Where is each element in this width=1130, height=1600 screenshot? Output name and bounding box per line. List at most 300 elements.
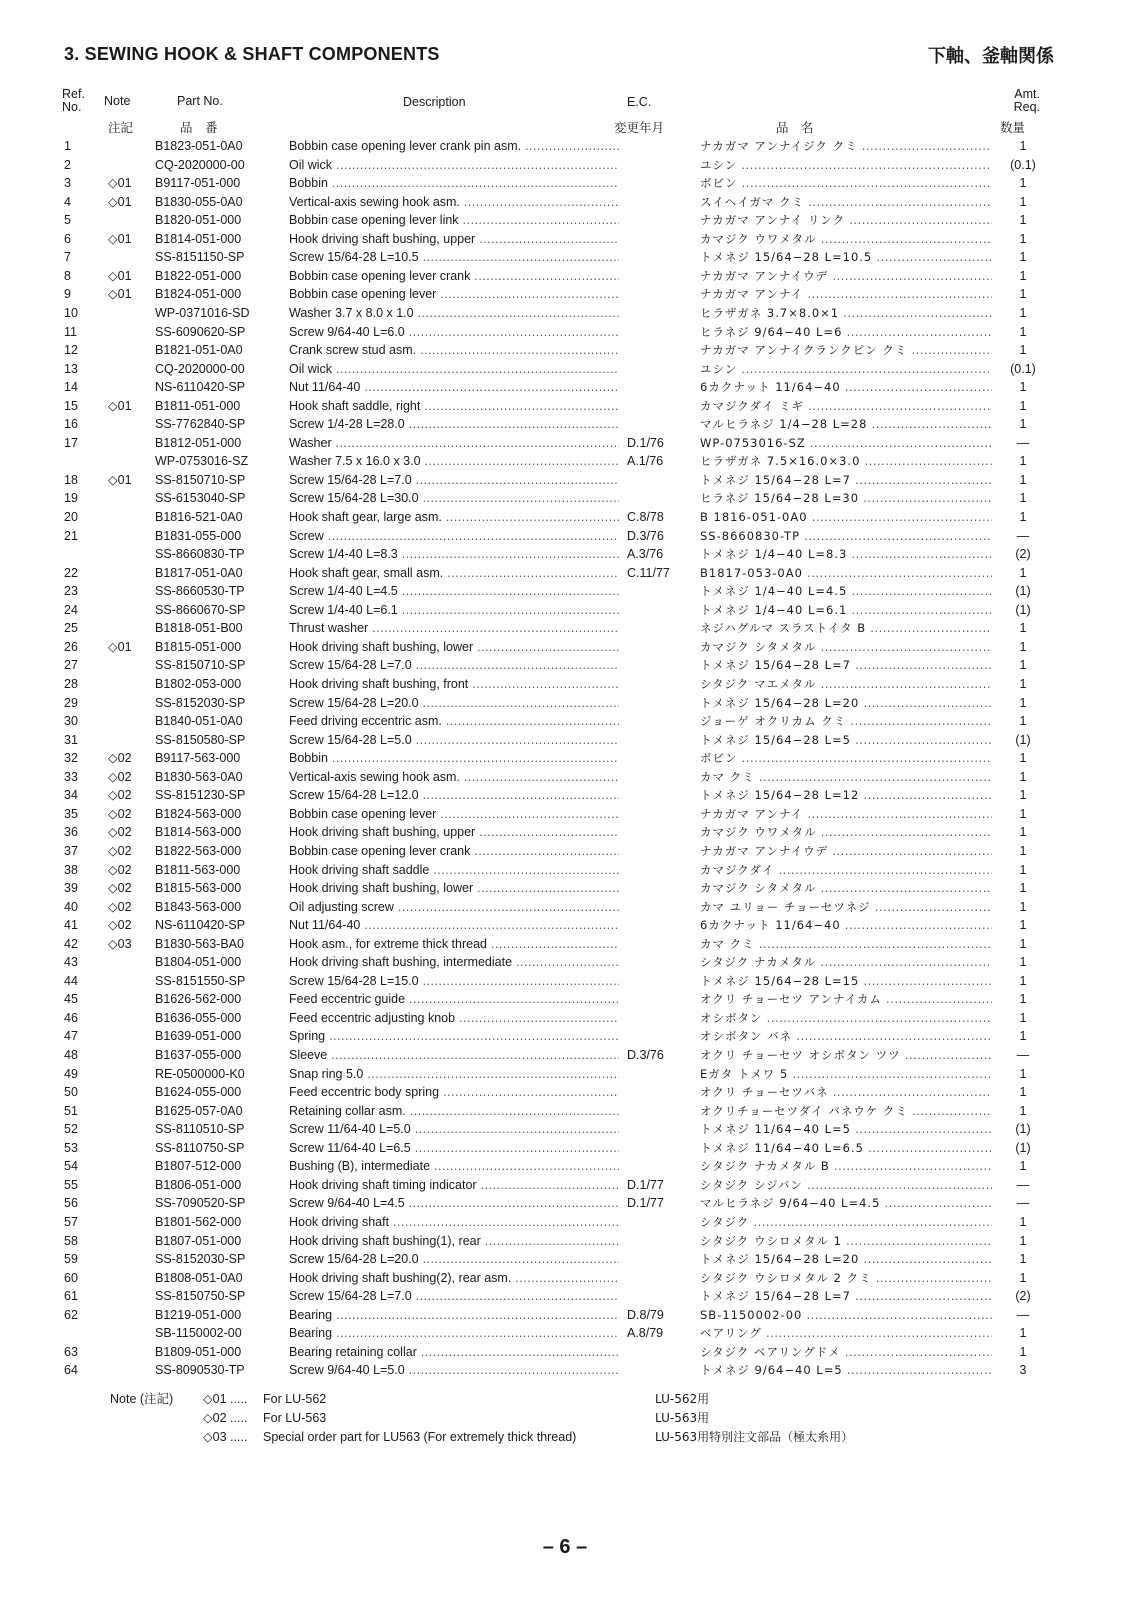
footnote-code-3: ◇03 ..... <box>203 1430 248 1444</box>
description-cell: Hook driving shaft bushing(1), rear ..... <box>289 1232 619 1251</box>
ref-cell: 16 <box>64 417 78 432</box>
ref-cell: 17 <box>64 435 78 450</box>
table-row <box>0 1176 1130 1195</box>
col-header-ec: E.C. <box>627 95 652 109</box>
jp-name-cell: カマ クミ ..... <box>700 768 992 787</box>
description-cell: Screw 15/64-28 L=20.0 ..... <box>289 694 619 713</box>
table-row <box>0 1194 1130 1213</box>
amount-cell: 1 <box>1019 324 1027 339</box>
jp-name-cell: カマジクダイ ..... <box>700 861 992 880</box>
amount-cell: — <box>1016 1196 1030 1211</box>
jp-name-cell: 6カクナット 11/64−40 ..... <box>700 378 992 397</box>
description-cell: Bobbin case opening lever link ..... <box>289 211 619 230</box>
note-cell: ◇01 <box>108 231 132 246</box>
ref-cell: 64 <box>64 1363 78 1378</box>
ref-cell: 42 <box>64 936 78 951</box>
amount-cell: 1 <box>1019 825 1027 840</box>
description-cell: Feed driving eccentric asm. ..... <box>289 712 619 731</box>
part-number-cell: B1818-051-B00 <box>155 621 243 636</box>
col-header-note: Note <box>104 94 131 108</box>
part-number-cell: SS-8150710-SP <box>155 658 246 673</box>
part-number-cell: B1817-051-0A0 <box>155 565 243 580</box>
description-cell: Screw 11/64-40 L=5.0 ..... <box>289 1120 619 1139</box>
amount-cell: 1 <box>1019 417 1027 432</box>
amount-cell: 1 <box>1019 510 1027 524</box>
amount-cell: — <box>1016 1307 1030 1322</box>
table-row <box>0 193 1130 212</box>
description-cell: Screw 9/64-40 L=4.5 ..... <box>289 1194 619 1213</box>
table-row <box>0 1083 1130 1102</box>
amount-cell: 1 <box>1019 454 1027 469</box>
table-row <box>0 1027 1130 1046</box>
amount-cell: 1 <box>1019 658 1027 673</box>
description-cell: Hook driving shaft bushing, upper ..... <box>289 230 619 249</box>
part-number-cell: B1804-051-000 <box>155 955 242 970</box>
description-cell: Hook driving shaft bushing, lower ..... <box>289 879 619 898</box>
table-row <box>0 137 1130 156</box>
jp-name-cell: カマジク ウワメタル ..... <box>700 823 992 842</box>
ref-cell: 23 <box>64 584 78 599</box>
ref-cell: 27 <box>64 658 78 673</box>
ref-cell: 25 <box>64 621 78 636</box>
ref-cell: 50 <box>64 1085 78 1100</box>
amount-cell: (2) <box>1015 547 1031 562</box>
description-cell: Bushing (B), intermediate ..... <box>289 1157 619 1176</box>
ec-cell: A.3/76 <box>627 547 664 562</box>
footnote-label: Note (注記) <box>110 1392 174 1406</box>
part-number-cell: B1811-563-000 <box>155 862 241 877</box>
jp-name-cell: B 1816-051-0A0 ..... <box>700 508 992 527</box>
ref-cell: 59 <box>64 1252 78 1266</box>
ref-cell: 30 <box>64 714 78 729</box>
amount-cell: 1 <box>1019 1270 1027 1285</box>
note-cell: ◇01 <box>108 268 132 283</box>
table-row <box>0 916 1130 935</box>
table-row <box>0 1120 1130 1139</box>
ref-cell: 37 <box>64 843 78 858</box>
table-row <box>0 1232 1130 1251</box>
table-row <box>0 230 1130 249</box>
ref-cell: 13 <box>64 361 78 376</box>
description-cell: Washer ..... <box>289 434 619 453</box>
jp-name-cell: ヒラネジ 9/64−40 L=6 ..... <box>700 323 992 342</box>
ref-cell: 43 <box>64 955 78 970</box>
amount-cell: — <box>1016 528 1030 543</box>
part-number-cell: B1822-563-000 <box>155 843 242 858</box>
table-row <box>0 1287 1130 1306</box>
part-number-cell: WP-0371016-SD <box>155 306 250 320</box>
amount-cell: 1 <box>1019 918 1027 933</box>
ref-cell: 49 <box>64 1066 78 1081</box>
ref-cell: 53 <box>64 1140 78 1155</box>
jp-name-cell: ナカガマ アンナイ ..... <box>700 285 992 304</box>
footnote-text-2: For LU-563 <box>263 1411 327 1425</box>
table-row <box>0 1046 1130 1065</box>
jp-name-cell: オクリチョーセツダイ バネウケ クミ ..... <box>700 1102 992 1121</box>
jp-name-cell: トメネジ 11/64−40 L=6.5 ..... <box>700 1139 992 1158</box>
part-number-cell: CQ-2020000-00 <box>155 157 245 172</box>
description-cell: Screw 1/4-40 L=4.5 ..... <box>289 582 619 601</box>
description-cell: Bobbin case opening lever ..... <box>289 805 619 824</box>
table-row <box>0 619 1130 638</box>
table-row <box>0 1306 1130 1325</box>
table-row <box>0 341 1130 360</box>
part-number-cell: B1814-051-000 <box>155 231 242 246</box>
table-row <box>0 285 1130 304</box>
ref-cell: 32 <box>64 751 78 766</box>
description-cell: Hook driving shaft bushing, upper ..... <box>289 823 619 842</box>
table-row <box>0 675 1130 694</box>
description-cell: Snap ring 5.0 ..... <box>289 1065 619 1084</box>
ref-cell: 46 <box>64 1010 78 1025</box>
ref-cell: 57 <box>64 1214 78 1229</box>
jp-name-cell: シタジク ナカメタル B ..... <box>700 1157 992 1176</box>
part-number-cell: SS-8151550-SP <box>155 973 246 988</box>
description-cell: Bobbin case opening lever crank pin asm. ..... <box>289 137 619 156</box>
ref-cell: 7 <box>64 250 71 265</box>
amount-cell: 1 <box>1019 139 1027 153</box>
amount-cell: 1 <box>1019 714 1027 729</box>
table-row <box>0 323 1130 342</box>
col-header-note-jp: 注記 <box>108 120 134 135</box>
ref-cell: 11 <box>64 324 77 339</box>
part-number-cell: B1821-051-0A0 <box>155 343 243 358</box>
table-row <box>0 990 1130 1009</box>
table-row <box>0 1250 1130 1269</box>
footnote-text-1: For LU-562 <box>263 1392 327 1406</box>
jp-name-cell: ユシン ..... <box>700 156 992 175</box>
jp-name-cell: ネジハグルマ スラストイタ B ..... <box>700 619 992 638</box>
note-cell: ◇02 <box>108 769 132 784</box>
ref-cell: 28 <box>64 677 78 691</box>
table-row <box>0 601 1130 620</box>
part-number-cell: B1815-563-000 <box>155 881 242 895</box>
part-number-cell: B1820-051-000 <box>155 213 242 228</box>
amount-cell: 1 <box>1019 862 1027 877</box>
description-cell: Washer 7.5 x 16.0 x 3.0 ..... <box>289 452 619 471</box>
amount-cell: 1 <box>1019 1103 1027 1118</box>
part-number-cell: B1801-562-000 <box>155 1214 242 1229</box>
amount-cell: 1 <box>1019 565 1027 580</box>
footnote-code-1: ◇01 ..... <box>203 1392 248 1406</box>
table-row <box>0 1102 1130 1121</box>
ref-cell: 6 <box>64 231 71 246</box>
table-row <box>0 638 1130 657</box>
amount-cell: (0.1) <box>1010 361 1036 376</box>
description-cell: Hook driving shaft ..... <box>289 1213 619 1232</box>
description-cell: Retaining collar asm. ..... <box>289 1102 619 1121</box>
description-cell: Oil wick ..... <box>289 156 619 175</box>
jp-name-cell: スイヘイガマ クミ ..... <box>700 193 992 212</box>
description-cell: Feed eccentric body spring ..... <box>289 1083 619 1102</box>
part-number-cell: B1807-512-000 <box>155 1159 242 1174</box>
col-header-amt-jp: 数量 <box>1000 120 1026 135</box>
description-cell: Sleeve ..... <box>289 1046 619 1065</box>
ref-cell: 29 <box>64 695 78 710</box>
jp-name-cell: トメネジ 15/64−28 L=7 ..... <box>700 471 992 490</box>
description-cell: Screw 15/64-28 L=30.0 ..... <box>289 489 619 508</box>
table-row <box>0 805 1130 824</box>
note-cell: ◇02 <box>108 806 132 821</box>
ref-cell: 10 <box>64 306 78 320</box>
part-number-cell: B1814-563-000 <box>155 825 242 840</box>
part-number-cell: SS-8152030-SP <box>155 695 246 710</box>
description-cell: Bobbin ..... <box>289 174 619 193</box>
table-row <box>0 397 1130 416</box>
amount-cell: 1 <box>1019 806 1027 821</box>
jp-name-cell: ナカガマ アンナイジク クミ ..... <box>700 137 992 156</box>
jp-name-cell: オクリ チョーセツバネ ..... <box>700 1083 992 1102</box>
jp-name-cell: オクリ チョーセツ アンナイカム ..... <box>700 990 992 1009</box>
jp-name-cell: シタジク ウシロメタル 2 クミ ..... <box>700 1269 992 1288</box>
col-header-part-jp: 品 番 <box>180 120 218 135</box>
table-row <box>0 156 1130 175</box>
part-number-cell: SS-8150750-SP <box>155 1289 246 1304</box>
jp-name-cell: トメネジ 15/64−28 L=7 ..... <box>700 1287 992 1306</box>
footnote-code-2: ◇02 ..... <box>203 1411 248 1425</box>
ec-cell: D.3/76 <box>627 1048 664 1062</box>
description-cell: Hook asm., for extreme thick thread ..... <box>289 935 619 954</box>
ref-cell: 24 <box>64 602 78 617</box>
col-header-ec-jp: 変更年月 <box>614 120 665 135</box>
table-row <box>0 211 1130 230</box>
col-header-amt: Amt. Req. <box>1013 87 1040 114</box>
part-number-cell: SS-8150580-SP <box>155 732 246 747</box>
table-row <box>0 527 1130 546</box>
jp-name-cell: ジョーゲ オクリカム クミ ..... <box>700 712 992 731</box>
note-cell: ◇02 <box>108 899 132 914</box>
section-title: 3. SEWING HOOK & SHAFT COMPONENTS <box>64 44 440 64</box>
table-row <box>0 1139 1130 1158</box>
jp-name-cell: カマジク シタメタル ..... <box>700 879 992 898</box>
ref-cell: 52 <box>64 1122 78 1137</box>
part-number-cell: SS-8151150-SP <box>155 250 245 265</box>
jp-name-cell: オクリ チョーセツ オシボタン ツツ ..... <box>700 1046 992 1065</box>
jp-name-cell: ヒラザガネ 3.7×8.0×1 ..... <box>700 304 992 323</box>
table-row <box>0 1065 1130 1084</box>
jp-name-cell: トメネジ 15/64−28 L=5 ..... <box>700 731 992 750</box>
ref-cell: 45 <box>64 992 78 1007</box>
part-number-cell: B1639-051-000 <box>155 1029 242 1044</box>
part-number-cell: SS-8150710-SP <box>155 472 246 487</box>
ref-cell: 22 <box>64 565 78 580</box>
part-number-cell: SS-7090520-SP <box>155 1196 246 1211</box>
part-number-cell: SS-8110750-SP <box>155 1140 245 1155</box>
note-cell: ◇02 <box>108 825 132 840</box>
jp-name-cell: ナカガマ アンナイクランクピン クミ ..... <box>700 341 992 360</box>
description-cell: Screw 1/4-40 L=6.1 ..... <box>289 601 619 620</box>
amount-cell: 1 <box>1019 1326 1027 1341</box>
table-row <box>0 823 1130 842</box>
jp-name-cell: カマジクダイ ミギ ..... <box>700 397 992 416</box>
jp-name-cell: ボビン ..... <box>700 749 992 768</box>
table-row <box>0 174 1130 193</box>
ref-cell: 5 <box>64 213 71 228</box>
description-cell: Hook driving shaft timing indicator ..... <box>289 1176 619 1195</box>
jp-name-cell: トメネジ 9/64−40 L=5 ..... <box>700 1361 992 1380</box>
part-number-cell: SS-8110510-SP <box>155 1122 245 1137</box>
jp-name-cell: シタジク ウシロメタル 1 ..... <box>700 1232 992 1251</box>
table-row <box>0 415 1130 434</box>
description-cell: Screw 15/64-28 L=20.0 ..... <box>289 1250 619 1269</box>
table-row <box>0 1361 1130 1380</box>
jp-name-cell: WP-0753016-SZ ..... <box>700 434 992 453</box>
part-number-cell: B1625-057-0A0 <box>155 1103 243 1118</box>
jp-name-cell: B1817-053-0A0 ..... <box>700 564 992 583</box>
amount-cell: 1 <box>1019 398 1027 413</box>
part-number-cell: B1812-051-000 <box>155 435 242 450</box>
table-row <box>0 564 1130 583</box>
part-number-cell: SS-8660670-SP <box>155 602 246 617</box>
note-cell: ◇02 <box>108 751 132 766</box>
description-cell: Feed eccentric guide ..... <box>289 990 619 1009</box>
amount-cell: 1 <box>1019 306 1027 320</box>
ref-cell: 62 <box>64 1307 78 1322</box>
description-cell: Screw 15/64-28 L=10.5 ..... <box>289 248 619 267</box>
ec-cell: D.1/77 <box>627 1196 664 1211</box>
jp-name-cell: カマジク ウワメタル ..... <box>700 230 992 249</box>
part-number-cell: B1822-051-000 <box>155 268 242 283</box>
table-row <box>0 749 1130 768</box>
page-number: – 6 – <box>542 1536 588 1558</box>
ref-cell: 2 <box>64 157 71 172</box>
note-cell: ◇02 <box>108 918 132 933</box>
ref-cell: 60 <box>64 1270 78 1285</box>
part-number-cell: B1816-521-0A0 <box>155 510 243 524</box>
description-cell: Screw 15/64-28 L=7.0 ..... <box>289 1287 619 1306</box>
ref-cell: 47 <box>64 1029 78 1044</box>
part-number-cell: SS-6153040-SP <box>155 491 246 506</box>
ref-cell: 38 <box>64 862 78 877</box>
part-number-cell: RE-0500000-K0 <box>155 1066 245 1081</box>
col-header-description: Description <box>403 95 466 109</box>
amount-cell: — <box>1016 1048 1030 1062</box>
amount-cell: 1 <box>1019 1159 1027 1174</box>
jp-name-cell: トメネジ 15/64−28 L=7 ..... <box>700 656 992 675</box>
table-row <box>0 935 1130 954</box>
table-row <box>0 1343 1130 1362</box>
description-cell: Screw 9/64-40 L=6.0 ..... <box>289 323 619 342</box>
description-cell: Bearing ..... <box>289 1324 619 1343</box>
table-row <box>0 304 1130 323</box>
description-cell: Screw 1/4-40 L=8.3 ..... <box>289 545 619 564</box>
description-cell: Bobbin ..... <box>289 749 619 768</box>
amount-cell: 1 <box>1019 1066 1027 1081</box>
description-cell: Oil adjusting screw ..... <box>289 898 619 917</box>
part-number-cell: B1824-563-000 <box>155 806 242 821</box>
description-cell: Feed eccentric adjusting knob ..... <box>289 1009 619 1028</box>
ref-cell: 8 <box>64 268 71 283</box>
jp-name-cell: ナカガマ アンナイウデ ..... <box>700 267 992 286</box>
table-row <box>0 471 1130 490</box>
ref-cell: 54 <box>64 1159 78 1174</box>
note-cell: ◇01 <box>108 639 132 654</box>
ec-cell: D.8/79 <box>627 1307 664 1322</box>
amount-cell: (1) <box>1015 1140 1031 1155</box>
table-row <box>0 378 1130 397</box>
description-cell: Screw 1/4-28 L=28.0 ..... <box>289 415 619 434</box>
table-row <box>0 731 1130 750</box>
jp-name-cell: ナカガマ アンナイウデ ..... <box>700 842 992 861</box>
amount-cell: 1 <box>1019 639 1027 654</box>
part-number-cell: B1807-051-000 <box>155 1233 242 1248</box>
amount-cell: 1 <box>1019 213 1027 228</box>
description-cell: Hook shaft gear, small asm. ..... <box>289 564 619 583</box>
table-row <box>0 953 1130 972</box>
jp-name-cell: ヒラネジ 15/64−28 L=30 ..... <box>700 489 992 508</box>
ref-cell: 36 <box>64 825 78 840</box>
part-number-cell: SS-8090530-TP <box>155 1363 245 1378</box>
jp-name-cell: カマジク シタメタル ..... <box>700 638 992 657</box>
table-row <box>0 508 1130 527</box>
ec-cell: A.1/76 <box>627 454 664 469</box>
description-cell: Vertical-axis sewing hook asm. ..... <box>289 193 619 212</box>
ec-cell: A.8/79 <box>627 1326 664 1341</box>
ref-cell: 40 <box>64 899 78 914</box>
note-cell: ◇02 <box>108 862 132 877</box>
jp-name-cell: ユシン ..... <box>700 360 992 379</box>
part-number-cell: B1830-563-0A0 <box>155 769 243 784</box>
col-header-ref: Ref. No. <box>62 87 85 114</box>
part-number-cell: CQ-2020000-00 <box>155 361 245 376</box>
table-row <box>0 489 1130 508</box>
description-cell: Hook driving shaft saddle ..... <box>289 861 619 880</box>
part-number-cell: B1831-055-000 <box>155 528 242 543</box>
description-cell: Hook driving shaft bushing, front ..... <box>289 675 619 694</box>
description-cell: Thrust washer ..... <box>289 619 619 638</box>
description-cell: Screw 15/64-28 L=7.0 ..... <box>289 471 619 490</box>
description-cell: Hook driving shaft bushing, intermediate ..... <box>289 953 619 972</box>
jp-name-cell: シタジク マエメタル ..... <box>700 675 992 694</box>
ref-cell: 19 <box>64 491 78 506</box>
footnote-jp-1: LU-562用 <box>655 1392 710 1406</box>
part-number-cell: B1840-051-0A0 <box>155 714 243 729</box>
amount-cell: 1 <box>1019 380 1027 395</box>
amount-cell: 1 <box>1019 231 1027 246</box>
amount-cell: 1 <box>1019 992 1027 1007</box>
description-cell: Screw 15/64-28 L=12.0 ..... <box>289 786 619 805</box>
description-cell: Screw 11/64-40 L=6.5 ..... <box>289 1139 619 1158</box>
amount-cell: 1 <box>1019 677 1027 691</box>
amount-cell: 1 <box>1019 1214 1027 1229</box>
table-row <box>0 898 1130 917</box>
table-row <box>0 360 1130 379</box>
ref-cell: 41 <box>64 918 78 933</box>
jp-name-cell: シタジク ナカメタル ..... <box>700 953 992 972</box>
jp-name-cell: SB-1150002-00 ..... <box>700 1306 992 1325</box>
jp-name-cell: マルヒラネジ 1/4−28 L=28 ..... <box>700 415 992 434</box>
footnote-jp-3: LU-563用特別注文部品（極太糸用） <box>655 1430 854 1444</box>
part-number-cell: B1802-053-000 <box>155 677 242 691</box>
jp-name-cell: 6カクナット 11/64−40 ..... <box>700 916 992 935</box>
jp-name-cell: トメネジ 1/4−40 L=8.3 ..... <box>700 545 992 564</box>
amount-cell: 1 <box>1019 899 1027 914</box>
amount-cell: (1) <box>1015 1122 1031 1137</box>
table-row <box>0 786 1130 805</box>
amount-cell: 1 <box>1019 936 1027 951</box>
description-cell: Screw 15/64-28 L=15.0 ..... <box>289 972 619 991</box>
jp-name-cell: オシボタン バネ ..... <box>700 1027 992 1046</box>
ec-cell: D.1/77 <box>627 1177 664 1192</box>
amount-cell: 1 <box>1019 1252 1027 1266</box>
ec-cell: C.11/77 <box>627 565 670 580</box>
amount-cell: 1 <box>1019 955 1027 970</box>
description-cell: Washer 3.7 x 8.0 x 1.0 ..... <box>289 304 619 323</box>
description-cell: Bobbin case opening lever ..... <box>289 285 619 304</box>
description-cell: Nut 11/64-40 ..... <box>289 916 619 935</box>
ref-cell: 1 <box>64 139 71 153</box>
jp-name-cell: トメネジ 11/64−40 L=5 ..... <box>700 1120 992 1139</box>
